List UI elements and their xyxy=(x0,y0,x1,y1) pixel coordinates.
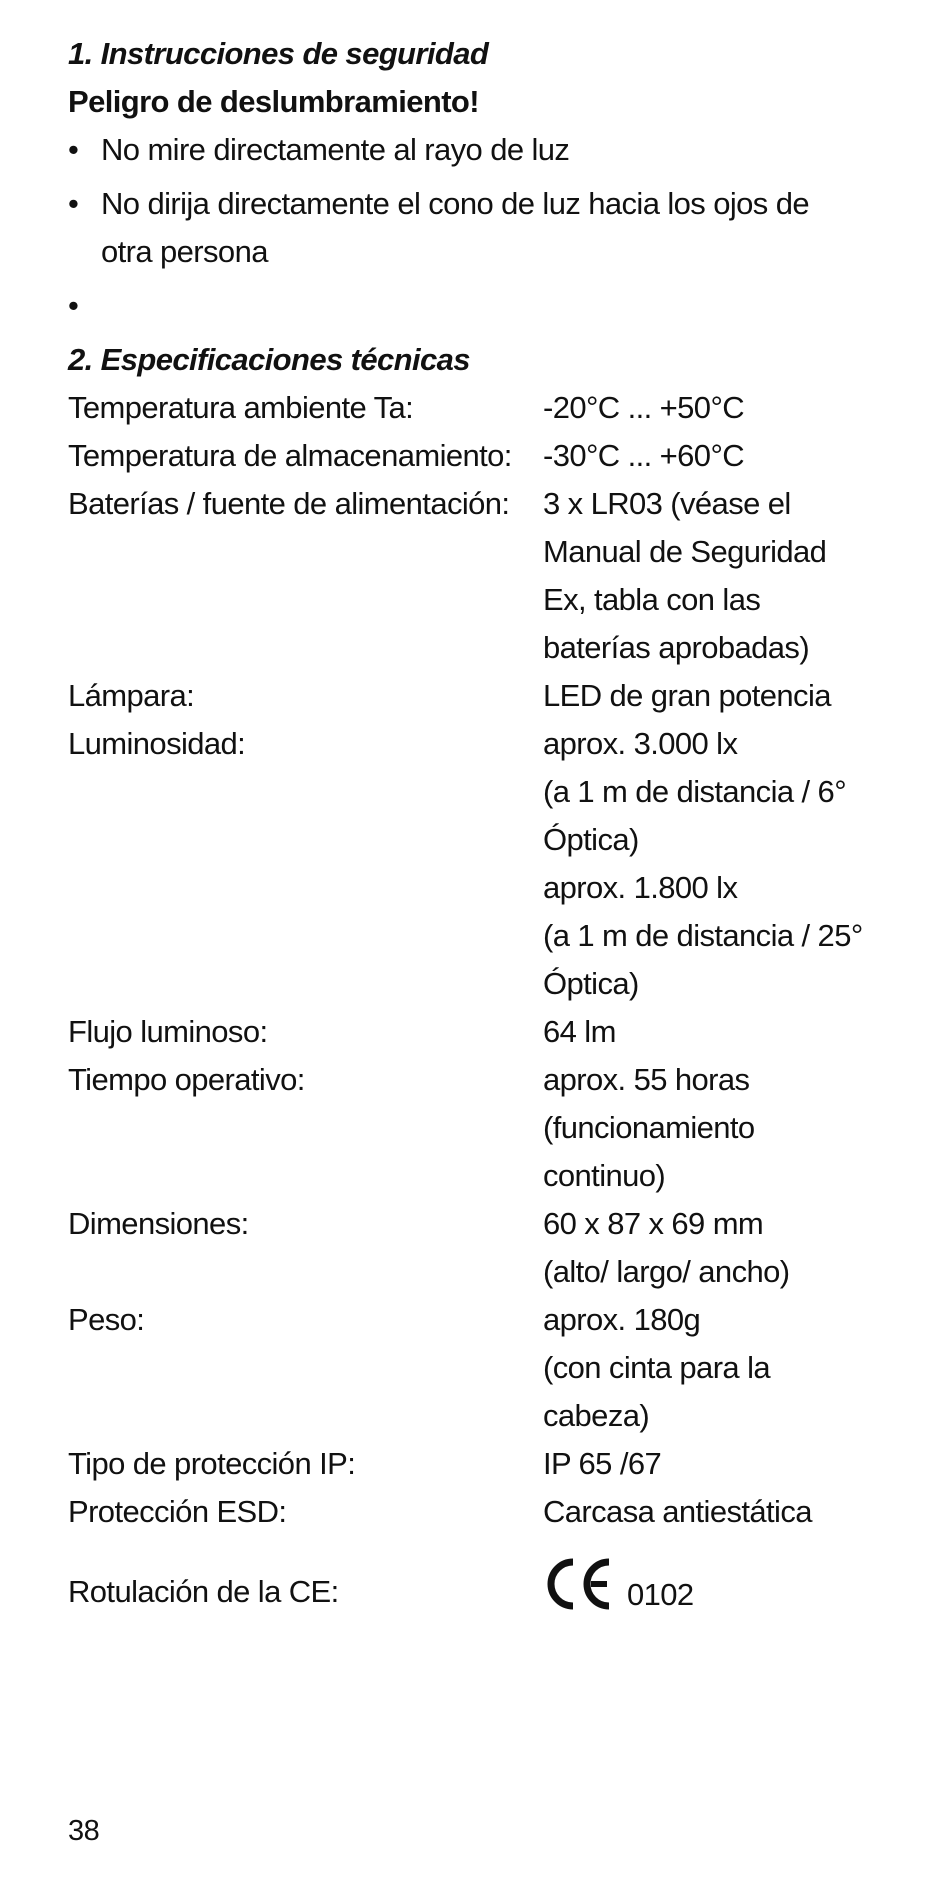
spec-value xyxy=(543,432,908,480)
spec-row xyxy=(68,480,908,672)
spec-value-line: aprox. 180g xyxy=(543,1302,701,1337)
spec-value xyxy=(543,480,908,672)
bullet-item xyxy=(68,180,908,276)
spec-value xyxy=(543,1440,908,1488)
spec-value-line: (alto/ largo/ ancho) xyxy=(543,1254,790,1289)
bullet-text: No dirija directamente el cono de luz hacia los ojos de xyxy=(101,186,809,221)
ce-label: Rotulación de la CE: xyxy=(68,1574,339,1609)
spec-value-line: (funcionamiento xyxy=(543,1110,755,1145)
spec-value-line: 3 x LR03 (véase el xyxy=(543,486,791,521)
spec-label: Luminosidad: xyxy=(68,726,246,761)
spec-value-line: baterías aprobadas) xyxy=(543,630,810,665)
spec-value xyxy=(543,1008,908,1056)
spec-row xyxy=(68,384,908,432)
spec-value-line: aprox. 3.000 lx xyxy=(543,726,738,761)
notified-body-number: 0102 xyxy=(627,1577,694,1612)
spec-row xyxy=(68,1056,908,1200)
spec-label: Temperatura de almacenamiento: xyxy=(68,438,512,473)
spec-value-line: aprox. 1.800 lx xyxy=(543,870,738,905)
spec-value-line: (con cinta para la xyxy=(543,1350,770,1385)
spec-label: Lámpara: xyxy=(68,678,195,713)
spec-label: Tiempo operativo: xyxy=(68,1062,305,1097)
spec-label: Dimensiones: xyxy=(68,1206,249,1241)
spec-value xyxy=(543,1488,908,1536)
spec-value xyxy=(543,1296,908,1440)
spec-row xyxy=(68,1200,908,1296)
spec-value-line: 64 lm xyxy=(543,1014,616,1049)
spec-value-line: Ex, tabla con las xyxy=(543,582,761,617)
spec-row xyxy=(68,1296,908,1440)
spec-value-line: Óptica) xyxy=(543,822,639,857)
spec-row xyxy=(68,1488,908,1536)
document-page xyxy=(68,30,908,1612)
bullet-text xyxy=(101,282,908,330)
bullet-dot-icon: • xyxy=(68,132,79,167)
spec-label: Temperatura ambiente Ta: xyxy=(68,390,414,425)
bullet-item-empty xyxy=(68,282,908,330)
ce-value xyxy=(543,1556,694,1612)
section-1-heading: 1. Instrucciones de seguridad xyxy=(68,36,489,71)
spec-value-line: 60 x 87 x 69 mm xyxy=(543,1206,764,1241)
ce-marking-row xyxy=(68,1556,908,1612)
spec-value xyxy=(543,720,908,1008)
spec-value-line: IP 65 /67 xyxy=(543,1446,662,1481)
spec-row xyxy=(68,1008,908,1056)
spec-label: Flujo luminoso: xyxy=(68,1014,268,1049)
spec-value-line: Carcasa antiestática xyxy=(543,1494,812,1529)
spec-value-line: Manual de Seguridad xyxy=(543,534,827,569)
spec-label: Protección ESD: xyxy=(68,1494,287,1529)
spec-value-line: (a 1 m de distancia / 25° xyxy=(543,918,863,953)
spec-value-line: (a 1 m de distancia / 6° xyxy=(543,774,846,809)
spec-row xyxy=(68,720,908,1008)
bullet-item xyxy=(68,126,908,174)
spec-label: Baterías / fuente de alimentación: xyxy=(68,486,510,521)
spec-value-line: continuo) xyxy=(543,1158,666,1193)
page-number: 38 xyxy=(68,1815,100,1847)
spec-value-line: Óptica) xyxy=(543,966,639,1001)
bullet-text-continuation: otra persona xyxy=(101,234,268,269)
spec-value-line: LED de gran potencia xyxy=(543,678,831,713)
spec-value-line: -20°C ... +50°C xyxy=(543,390,745,425)
spec-value xyxy=(543,384,908,432)
section-2-heading: 2. Especificaciones técnicas xyxy=(68,342,470,377)
spec-value xyxy=(543,1200,908,1296)
spec-label: Peso: xyxy=(68,1302,145,1337)
ce-mark-icon xyxy=(543,1556,615,1612)
spec-value xyxy=(543,672,908,720)
spec-row xyxy=(68,1440,908,1488)
spec-value-line: -30°C ... +60°C xyxy=(543,438,745,473)
bullet-dot-icon: • xyxy=(68,186,79,221)
spec-table xyxy=(68,384,908,1536)
spec-row xyxy=(68,672,908,720)
bullet-dot-icon: • xyxy=(68,288,79,323)
spec-row xyxy=(68,432,908,480)
spec-label: Tipo de protección IP: xyxy=(68,1446,356,1481)
bullet-text: No mire directamente al rayo de luz xyxy=(101,132,570,167)
spec-value-line: cabeza) xyxy=(543,1398,650,1433)
glare-warning: Peligro de deslumbramiento! xyxy=(68,84,479,119)
spec-value xyxy=(543,1056,908,1200)
spec-value-line: aprox. 55 horas xyxy=(543,1062,750,1097)
